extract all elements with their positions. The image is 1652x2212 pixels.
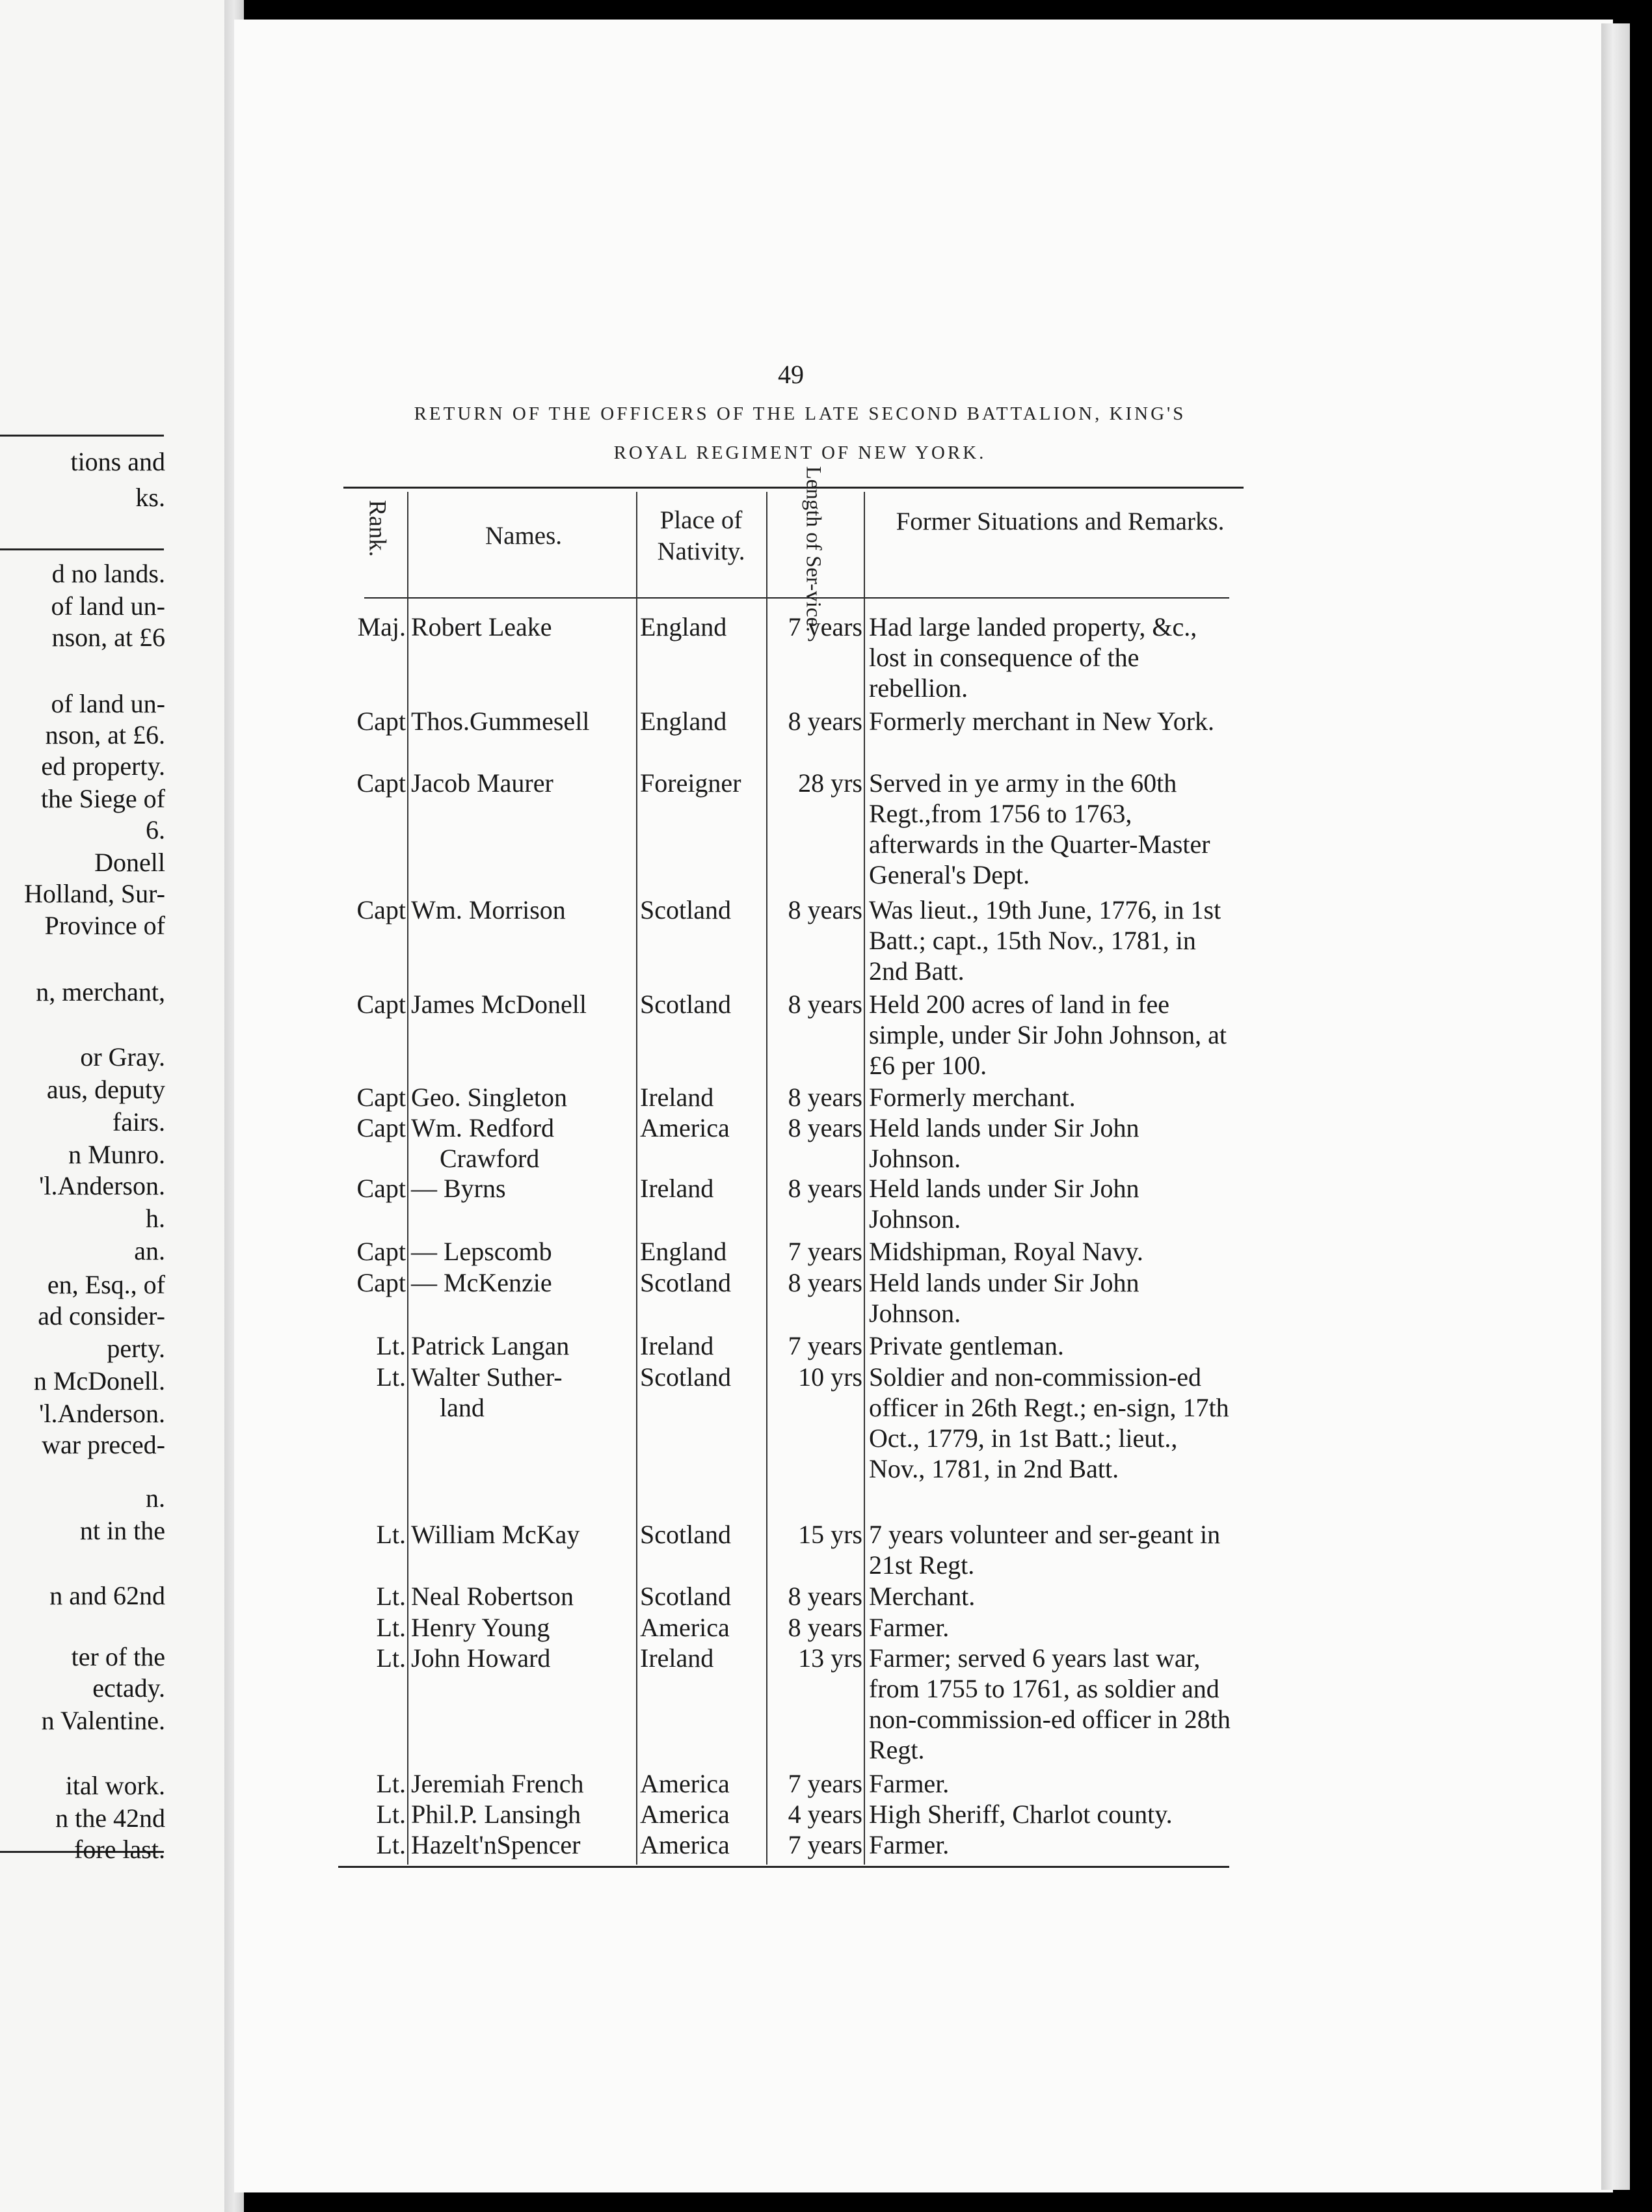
cell-name: Patrick Langan bbox=[411, 1331, 570, 1360]
cell-name: Henry Young bbox=[411, 1613, 550, 1642]
cell-length: 7 years bbox=[788, 1237, 862, 1266]
cell-remarks: Served in ye army in the 60th Regt.,from 1756 to 1763, afterwards in the Quarter-Master General's Dept. bbox=[869, 768, 1210, 889]
cell-length: 4 years bbox=[788, 1800, 862, 1829]
cell-length: 7 years bbox=[788, 1830, 862, 1859]
cell-length: 10 yrs bbox=[798, 1362, 862, 1392]
cell-remarks: High Sheriff, Charlot county. bbox=[869, 1800, 1173, 1829]
cell-name: Walter Suther- bbox=[411, 1362, 563, 1392]
left-page-text-line: ter of the bbox=[71, 1642, 165, 1671]
cell-rank: Lt. bbox=[376, 1769, 406, 1798]
cell-remarks: Formerly merchant. bbox=[869, 1083, 1076, 1112]
page-edge bbox=[1601, 23, 1630, 2190]
cell-name: Phil.P. Lansingh bbox=[411, 1800, 581, 1829]
cell-rank: Capt bbox=[356, 1174, 406, 1203]
left-page bbox=[0, 0, 229, 2212]
cell-name: Thos.Gummesell bbox=[411, 707, 590, 736]
left-page-text-line: fairs. bbox=[112, 1107, 165, 1137]
cell-remarks: Merchant. bbox=[869, 1582, 976, 1611]
header-bottom-rule bbox=[364, 597, 1229, 599]
left-page-text-line: 6. bbox=[146, 815, 165, 844]
cell-name: James McDonell bbox=[411, 990, 587, 1019]
cell-name-continued: Crawford bbox=[440, 1144, 540, 1173]
cell-remarks: 7 years volunteer and ser-geant in 21st Regt. bbox=[869, 1520, 1221, 1580]
column-separator bbox=[636, 492, 637, 1865]
cell-length: 8 years bbox=[788, 1613, 862, 1642]
left-page-text-line: n. bbox=[146, 1483, 165, 1513]
cell-remarks: Midshipman, Royal Navy. bbox=[869, 1237, 1143, 1266]
cell-remarks: Farmer. bbox=[869, 1613, 950, 1642]
left-page-text-line: n Munro. bbox=[68, 1140, 165, 1169]
left-page-text-line: n and 62nd bbox=[49, 1581, 165, 1610]
cell-rank: Capt bbox=[356, 895, 406, 924]
cell-place: America bbox=[640, 1800, 730, 1829]
left-page-rule bbox=[0, 435, 164, 437]
cell-length: 7 years bbox=[788, 612, 862, 641]
left-page-text-line: war preced- bbox=[42, 1430, 165, 1459]
left-page-text-line: n the 42nd bbox=[55, 1803, 165, 1833]
cell-rank: Capt bbox=[356, 707, 406, 736]
cell-remarks: Farmer; served 6 years last war, from 1755 to 1761, as soldier and non-commission-ed officer in 28th Regt. bbox=[869, 1643, 1231, 1764]
left-page-text-line: nson, at £6 bbox=[51, 623, 165, 652]
cell-remarks: Held lands under Sir John Johnson. bbox=[869, 1113, 1139, 1173]
cell-remarks: Farmer. bbox=[869, 1830, 950, 1859]
cell-name: — Lepscomb bbox=[411, 1237, 552, 1266]
table-title-line-2: ROYAL REGIMENT OF NEW YORK. bbox=[613, 442, 987, 463]
cell-place: America bbox=[640, 1830, 730, 1859]
cell-place: Ireland bbox=[640, 1331, 714, 1360]
cell-remarks: Private gentleman. bbox=[869, 1331, 1064, 1360]
left-page-text-line: fore last. bbox=[74, 1835, 165, 1864]
cell-length: 8 years bbox=[788, 1083, 862, 1112]
cell-rank: Lt. bbox=[376, 1830, 406, 1859]
cell-name: Robert Leake bbox=[411, 612, 552, 641]
cell-place: England bbox=[640, 1237, 727, 1266]
cell-length: 7 years bbox=[788, 1331, 862, 1360]
left-page-text-line: an. bbox=[134, 1236, 165, 1265]
cell-name: William McKay bbox=[411, 1520, 580, 1549]
cell-name: Jacob Maurer bbox=[411, 768, 553, 798]
left-page-text-line: Donell bbox=[94, 848, 165, 877]
column-separator bbox=[864, 492, 865, 1865]
left-page-text-line: Holland, Sur- bbox=[24, 879, 165, 908]
cell-place: Ireland bbox=[640, 1643, 714, 1673]
cell-name: — McKenzie bbox=[411, 1268, 552, 1297]
left-page-text-line: Province of bbox=[44, 911, 165, 940]
left-page-text-line: 'l.Anderson. bbox=[39, 1399, 165, 1428]
table-bottom-rule bbox=[338, 1866, 1229, 1868]
cell-length: 8 years bbox=[788, 707, 862, 736]
left-page-text-line: ks. bbox=[135, 483, 165, 512]
cell-remarks: Held lands under Sir John Johnson. bbox=[869, 1268, 1139, 1328]
left-page-text-line: ital work. bbox=[65, 1771, 165, 1800]
table-top-rule bbox=[343, 487, 1244, 489]
cell-place: Scotland bbox=[640, 1268, 731, 1297]
left-page-text-line: ectady. bbox=[92, 1673, 165, 1703]
cell-rank: Capt bbox=[356, 768, 406, 798]
left-page-text-line: of land un- bbox=[51, 689, 165, 718]
cell-place: England bbox=[640, 612, 727, 641]
cell-place: America bbox=[640, 1769, 730, 1798]
cell-place: Scotland bbox=[640, 1362, 731, 1392]
cell-length: 8 years bbox=[788, 1113, 862, 1142]
cell-rank: Lt. bbox=[376, 1800, 406, 1829]
cell-place: Ireland bbox=[640, 1174, 714, 1203]
left-page-text-line: d no lands. bbox=[51, 559, 165, 588]
left-page-text-line: aus, deputy bbox=[46, 1075, 165, 1104]
cell-rank: Capt bbox=[356, 1268, 406, 1297]
left-page-text-line: 'l.Anderson. bbox=[39, 1171, 165, 1200]
left-page-text-line: nson, at £6. bbox=[45, 720, 165, 749]
cell-remarks: Was lieut., 19th June, 1776, in 1st Batt.; capt., 15th Nov., 1781, in 2nd Batt. bbox=[869, 895, 1221, 986]
header-rank: Rank. bbox=[364, 500, 391, 557]
cell-remarks: Formerly merchant in New York. bbox=[869, 707, 1215, 736]
cell-name: Hazelt'nSpencer bbox=[411, 1830, 581, 1859]
left-page-text-line: tions and bbox=[70, 447, 165, 476]
cell-length: 8 years bbox=[788, 895, 862, 924]
cell-rank: Capt bbox=[356, 1113, 406, 1142]
header-remarks: Former Situations and Remarks. bbox=[896, 507, 1225, 535]
cell-length: 8 years bbox=[788, 990, 862, 1019]
cell-length: 13 yrs bbox=[798, 1643, 862, 1673]
left-page-text-line: the Siege of bbox=[40, 784, 165, 813]
cell-remarks: Farmer. bbox=[869, 1769, 950, 1798]
cell-place: Scotland bbox=[640, 1520, 731, 1549]
cell-rank: Capt bbox=[356, 1237, 406, 1266]
left-page-text-line: perty. bbox=[107, 1334, 165, 1363]
cell-rank: Lt. bbox=[376, 1582, 406, 1611]
cell-name: John Howard bbox=[411, 1643, 551, 1673]
cell-place: Scotland bbox=[640, 895, 731, 924]
header-length: Length of Ser-vice. bbox=[801, 466, 825, 632]
header-place: Place of Nativity. bbox=[657, 506, 745, 565]
left-page-text-line: ed property. bbox=[41, 751, 165, 781]
cell-remarks: Soldier and non-commission-ed officer in 26th Regt.; en-sign, 17th Oct., 1779, in 1st Batt.; lieut., Nov., 1781, in 2nd Batt. bbox=[869, 1362, 1229, 1483]
cell-rank: Lt. bbox=[376, 1643, 406, 1673]
cell-rank: Lt. bbox=[376, 1362, 406, 1392]
left-page-text-line: n Valentine. bbox=[41, 1706, 165, 1735]
header-names: Names. bbox=[485, 522, 563, 550]
cell-name: Wm. Morrison bbox=[411, 895, 566, 924]
cell-rank: Lt. bbox=[376, 1520, 406, 1549]
cell-rank: Maj. bbox=[357, 612, 406, 641]
cell-remarks: Held 200 acres of land in fee simple, under Sir John Johnson, at £6 per 100. bbox=[869, 990, 1227, 1080]
cell-place: America bbox=[640, 1113, 730, 1142]
cell-name-continued: land bbox=[440, 1393, 485, 1422]
cell-place: Scotland bbox=[640, 1582, 731, 1611]
left-page-text-line: nt in the bbox=[79, 1516, 165, 1545]
cell-length: 28 yrs bbox=[798, 768, 862, 798]
cell-length: 8 years bbox=[788, 1582, 862, 1611]
cell-rank: Lt. bbox=[376, 1331, 406, 1360]
left-page-text-line: en, Esq., of bbox=[47, 1270, 165, 1299]
cell-place: America bbox=[640, 1613, 730, 1642]
cell-name: Wm. Redford bbox=[411, 1113, 554, 1142]
page-number: 49 bbox=[778, 360, 804, 389]
cell-name: Jeremiah French bbox=[411, 1769, 584, 1798]
table-title-line-1: RETURN OF THE OFFICERS OF THE LATE SECOND BATTALION, KING'S bbox=[414, 403, 1186, 424]
cell-place: England bbox=[640, 707, 727, 736]
cell-remarks: Held lands under Sir John Johnson. bbox=[869, 1174, 1139, 1234]
left-page-text-line: ad consider- bbox=[38, 1301, 165, 1330]
cell-rank: Lt. bbox=[376, 1613, 406, 1642]
cell-name: — Byrns bbox=[411, 1174, 506, 1203]
left-page-text-line: h. bbox=[146, 1204, 165, 1233]
cell-remarks: Had large landed property, &c., lost in consequence of the rebellion. bbox=[869, 612, 1197, 703]
column-separator bbox=[407, 492, 408, 1865]
cell-place: Ireland bbox=[640, 1083, 714, 1112]
cell-place: Scotland bbox=[640, 990, 731, 1019]
left-page-text-line: n, merchant, bbox=[36, 977, 165, 1006]
left-page-text-line: or Gray. bbox=[80, 1042, 165, 1072]
cell-length: 8 years bbox=[788, 1174, 862, 1203]
cell-name: Geo. Singleton bbox=[411, 1083, 567, 1112]
left-page-text-line: of land un- bbox=[51, 591, 165, 621]
cell-name: Neal Robertson bbox=[411, 1582, 574, 1611]
cell-length: 8 years bbox=[788, 1268, 862, 1297]
left-page-rule bbox=[0, 548, 164, 550]
cell-rank: Capt bbox=[356, 1083, 406, 1112]
left-page-text-line: n McDonell. bbox=[33, 1366, 165, 1396]
cell-length: 7 years bbox=[788, 1769, 862, 1798]
cell-rank: Capt bbox=[356, 990, 406, 1019]
cell-place: Foreigner bbox=[640, 768, 741, 798]
cell-length: 15 yrs bbox=[798, 1520, 862, 1549]
